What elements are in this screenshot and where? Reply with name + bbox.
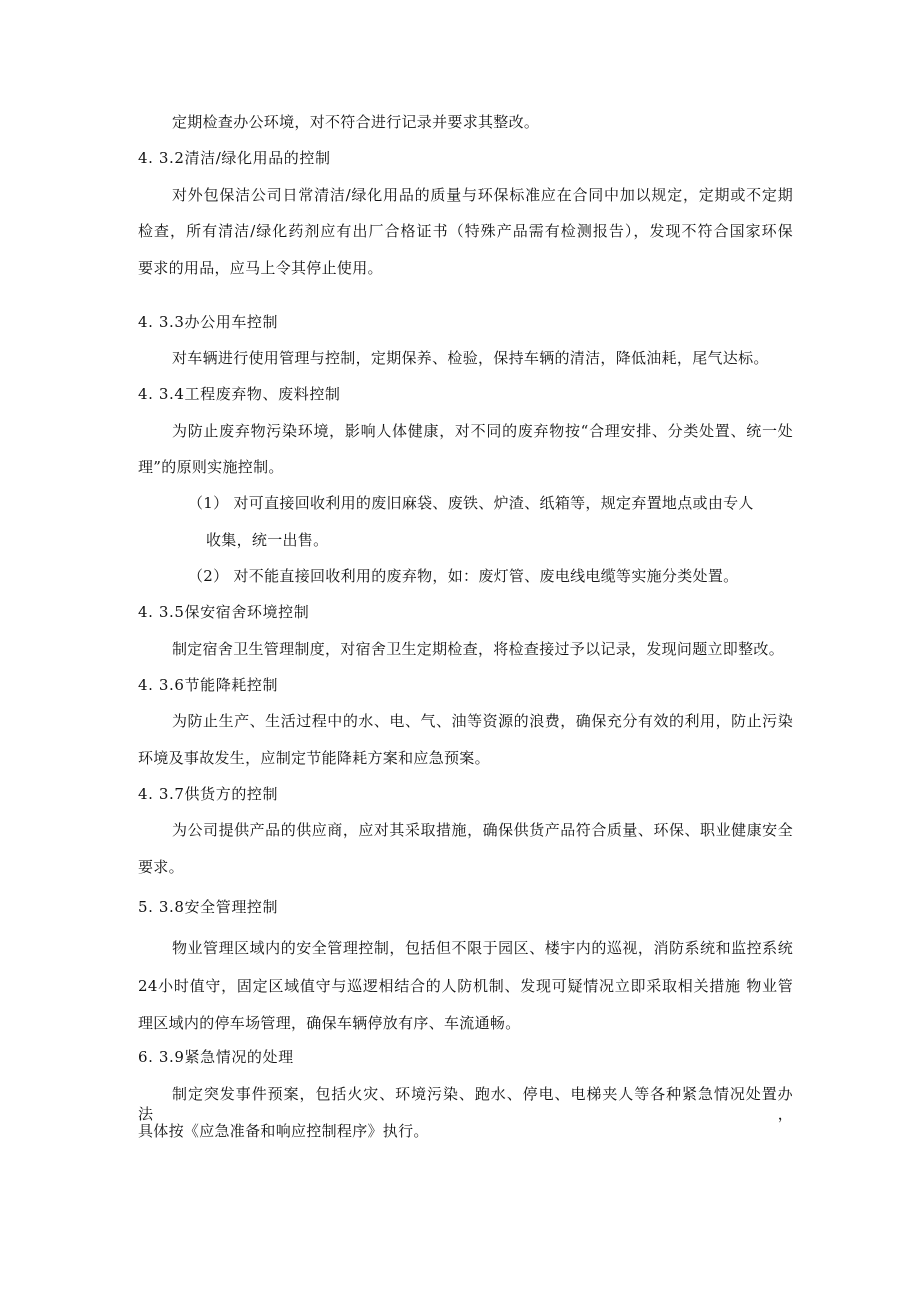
paragraph-line: 具体按《应急准备和响应控制程序》执行。 — [138, 1122, 429, 1140]
paragraph-line: 环境及事故发生，应制定节能降耗方案和应急预案。 — [138, 749, 490, 767]
list-item: （1） 对可直接回收利用的废旧麻袋、废铁、炉渣、纸箱等，规定弃置地点或由专人 — [188, 494, 754, 512]
paragraph-line: 为防止生产、生活过程中的水、电、气、油等资源的浪费，确保充分有效的利用，防止污染 — [172, 712, 793, 730]
paragraph-line: 定期检查办公环境，对不符合进行记录并要求其整改。 — [172, 113, 540, 131]
paragraph-line: 要求。 — [138, 858, 184, 876]
paragraph-line: 24小时值守，固定区域值守与巡逻相结合的人防机制、发现可疑情况立即采取相关措施 物业管 — [138, 977, 793, 995]
section-heading: 4. 3.5保安宿舍环境控制 — [138, 603, 310, 621]
paragraph-line: 要求的用品，应马上令其停止使用。 — [138, 259, 383, 277]
section-heading: 5. 3.8安全管理控制 — [138, 898, 279, 916]
section-heading: 6. 3.9紧急情况的处理 — [138, 1048, 294, 1066]
paragraph-line: 对车辆进行使用管理与控制，定期保养、检验，保持车辆的清洁，降低油耗，尾气达标。 — [172, 349, 769, 367]
section-heading: 4. 3.7供货方的控制 — [138, 785, 279, 803]
list-item-continuation: 收集，统一出售。 — [206, 531, 329, 549]
paragraph-line: 为公司提供产品的供应商，应对其采取措施，确保供货产品符合质量、环保、职业健康安全 — [172, 821, 793, 839]
section-heading: 4. 3.4工程废弃物、废料控制 — [138, 385, 341, 403]
section-heading: 4. 3.6节能降耗控制 — [138, 676, 279, 694]
section-heading: 4. 3.2清洁/绿化用品的控制 — [138, 149, 331, 167]
paragraph-line: 制定突发事件预案，包括火灾、环境污染、跑水、停电、电梯夹人等各种紧急情况处置办法， — [138, 1085, 793, 1123]
paragraph-line: 理区域内的停车场管理，确保车辆停放有序、车流通畅。 — [138, 1014, 521, 1032]
section-heading: 4. 3.3办公用车控制 — [138, 313, 279, 331]
paragraph-line: 对外包保洁公司日常清洁/绿化用品的质量与环保标准应在合同中加以规定，定期或不定期 — [172, 186, 793, 204]
paragraph-line: 物业管理区域内的安全管理控制，包括但不限于园区、楼宇内的巡视，消防系统和监控系统 — [172, 939, 793, 957]
paragraph-line: 为防止废弃物污染环境，影响人体健康，对不同的废弃物按“合理安排、分类处置、统一处 — [172, 422, 793, 440]
paragraph-line: 检查，所有清洁/绿化药剂应有出厂合格证书（特殊产品需有检测报告），发现不符合国家环保 — [138, 222, 793, 240]
paragraph-line: 理”的原则实施控制。 — [138, 458, 284, 476]
paragraph-line: 制定宿舍卫生管理制度，对宿舍卫生定期检查，将检查接过予以记录，发现问题立即整改。 — [172, 640, 785, 658]
list-item: （2） 对不能直接回收利用的废弃物，如：废灯管、废电线电缆等实施分类处置。 — [188, 567, 739, 585]
